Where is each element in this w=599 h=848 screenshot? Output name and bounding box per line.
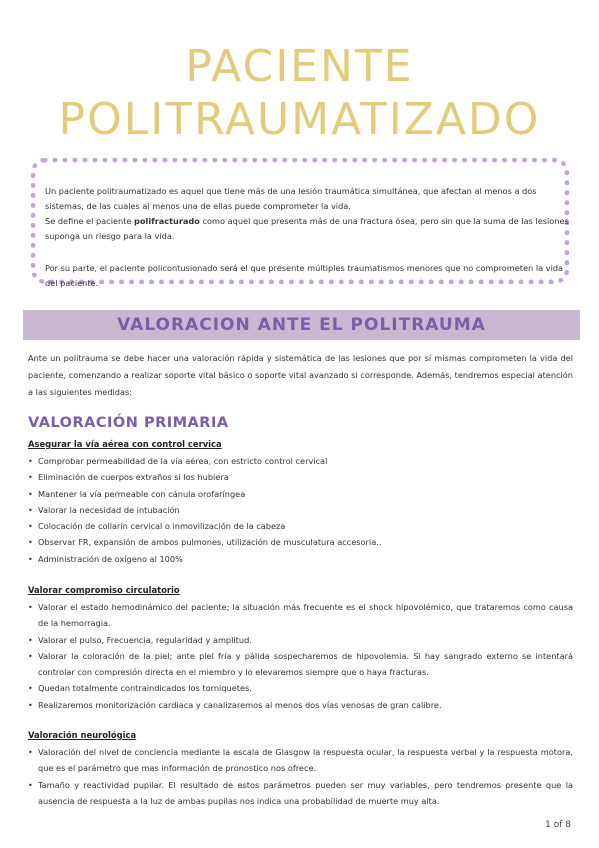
list-item: • Colocación de collarín cervical o inmovilización de la cabeza (28, 518, 573, 534)
list-item: • Valorar el estado hemodinámico del paciente; la situación más frecuente es el shock hipovolémico, que trataremos como causa de la hemorragia. (28, 599, 573, 632)
page-title-line-1: PACIENTE (185, 41, 414, 92)
section-banner-title: VALORACION ANTE EL POLITRAUMA (117, 315, 486, 335)
definition-paragraph-2 (45, 214, 575, 244)
list-item: • Valorar la coloración de la piel; ante piel fría y pálida sospecharemos de hipovolemia. Si hay sangrado externo se intentará controlar con compresión directa en el miembro y lo elevaremos siempre que o haya fracturas. (28, 648, 573, 681)
definition-text: como aquel que presenta más de una fractura ósea, pero sin que la suma de las lesiones suponga un riesgo para la vida. (45, 216, 569, 241)
definition-bold-term: polifracturado (134, 216, 200, 226)
list-item: • Valorar la necesidad de intubación (28, 502, 573, 518)
section-banner (23, 310, 580, 340)
definition-text: Se define el paciente (45, 216, 135, 226)
list-item: • Valorar el pulso, Frecuencia, regularidad y amplitud. (28, 632, 573, 648)
section-circulation (28, 582, 573, 713)
list-item: • Administración de oxígeno al 100% (28, 551, 573, 567)
intro-paragraph: Ante un politrauma se debe hacer una valoración rápida y sistemática de las lesiones que por sí mismas comprometen la vida del paciente, comenzando a realizar soporte vital básico o soporte vital avanzado si corresponde. Además, tendremos especial atención a las siguientes medidas: (28, 353, 573, 397)
list-item: • Realizaremos monitorización cardiaca y canalizaremos al menos dos vías venosas de gran calibre. (28, 697, 573, 713)
definition-box (31, 158, 569, 288)
section-heading: Asegurar la vía aérea con control cervica (28, 439, 222, 449)
bullet-list (28, 599, 573, 713)
definition-paragraph-1: Un paciente politraumatizado es aquel que tiene más de una lesión traumática simultánea, que afectan al menos a dos sistemas, de las cuales al menos una de ellas puede comprometer la vida. (45, 186, 537, 211)
page-number: 1 of 8 (545, 820, 571, 830)
list-item: • Observar FR, expansión de ambos pulmones, utilización de musculatura accesoria.. (28, 534, 573, 550)
list-item: • Quedan totalmente contraindicados los torniquetes. (28, 680, 573, 696)
section-neurological (28, 727, 573, 809)
bullet-list (28, 453, 573, 567)
section-heading: Valorar compromiso circulatorio (28, 585, 180, 595)
list-item: • Comprobar permeabilidad de la vía aérea, con estricto control cervical (28, 453, 573, 469)
section-heading: Valoración neurológica (28, 730, 137, 740)
list-item: • Valoración del nivel de conciencia mediante la escala de Glasgow la respuesta ocular, la respuesta verbal y la respuesta motora, que es el parámetro que mas información de pronostico nos ofrece. (28, 744, 573, 777)
definition-paragraph-3: Por su parte, el paciente policontusionado será el que presente múltiples traumatismos menores que no comprometen la vida del paciente. (45, 263, 564, 288)
primary-assessment-heading: VALORACIÓN PRIMARIA (28, 415, 229, 431)
list-item: • Eliminación de cuerpos extraños si los hubiera (28, 469, 573, 485)
section-airway (28, 436, 573, 567)
bullet-list (28, 744, 573, 809)
list-item: • Mantener la vía permeable con cánula orofaríngea (28, 486, 573, 502)
page-title-line-2: POLITRAUMATIZADO (58, 94, 541, 145)
list-item: • Tamaño y reactividad pupilar. El resultado de estos parámetros pueden ser muy variables, pero tendremos presente que la ausencia de respuesta a la luz de ambas pupilas nos indica una probabilidad de muerte muy alta. (28, 777, 573, 810)
